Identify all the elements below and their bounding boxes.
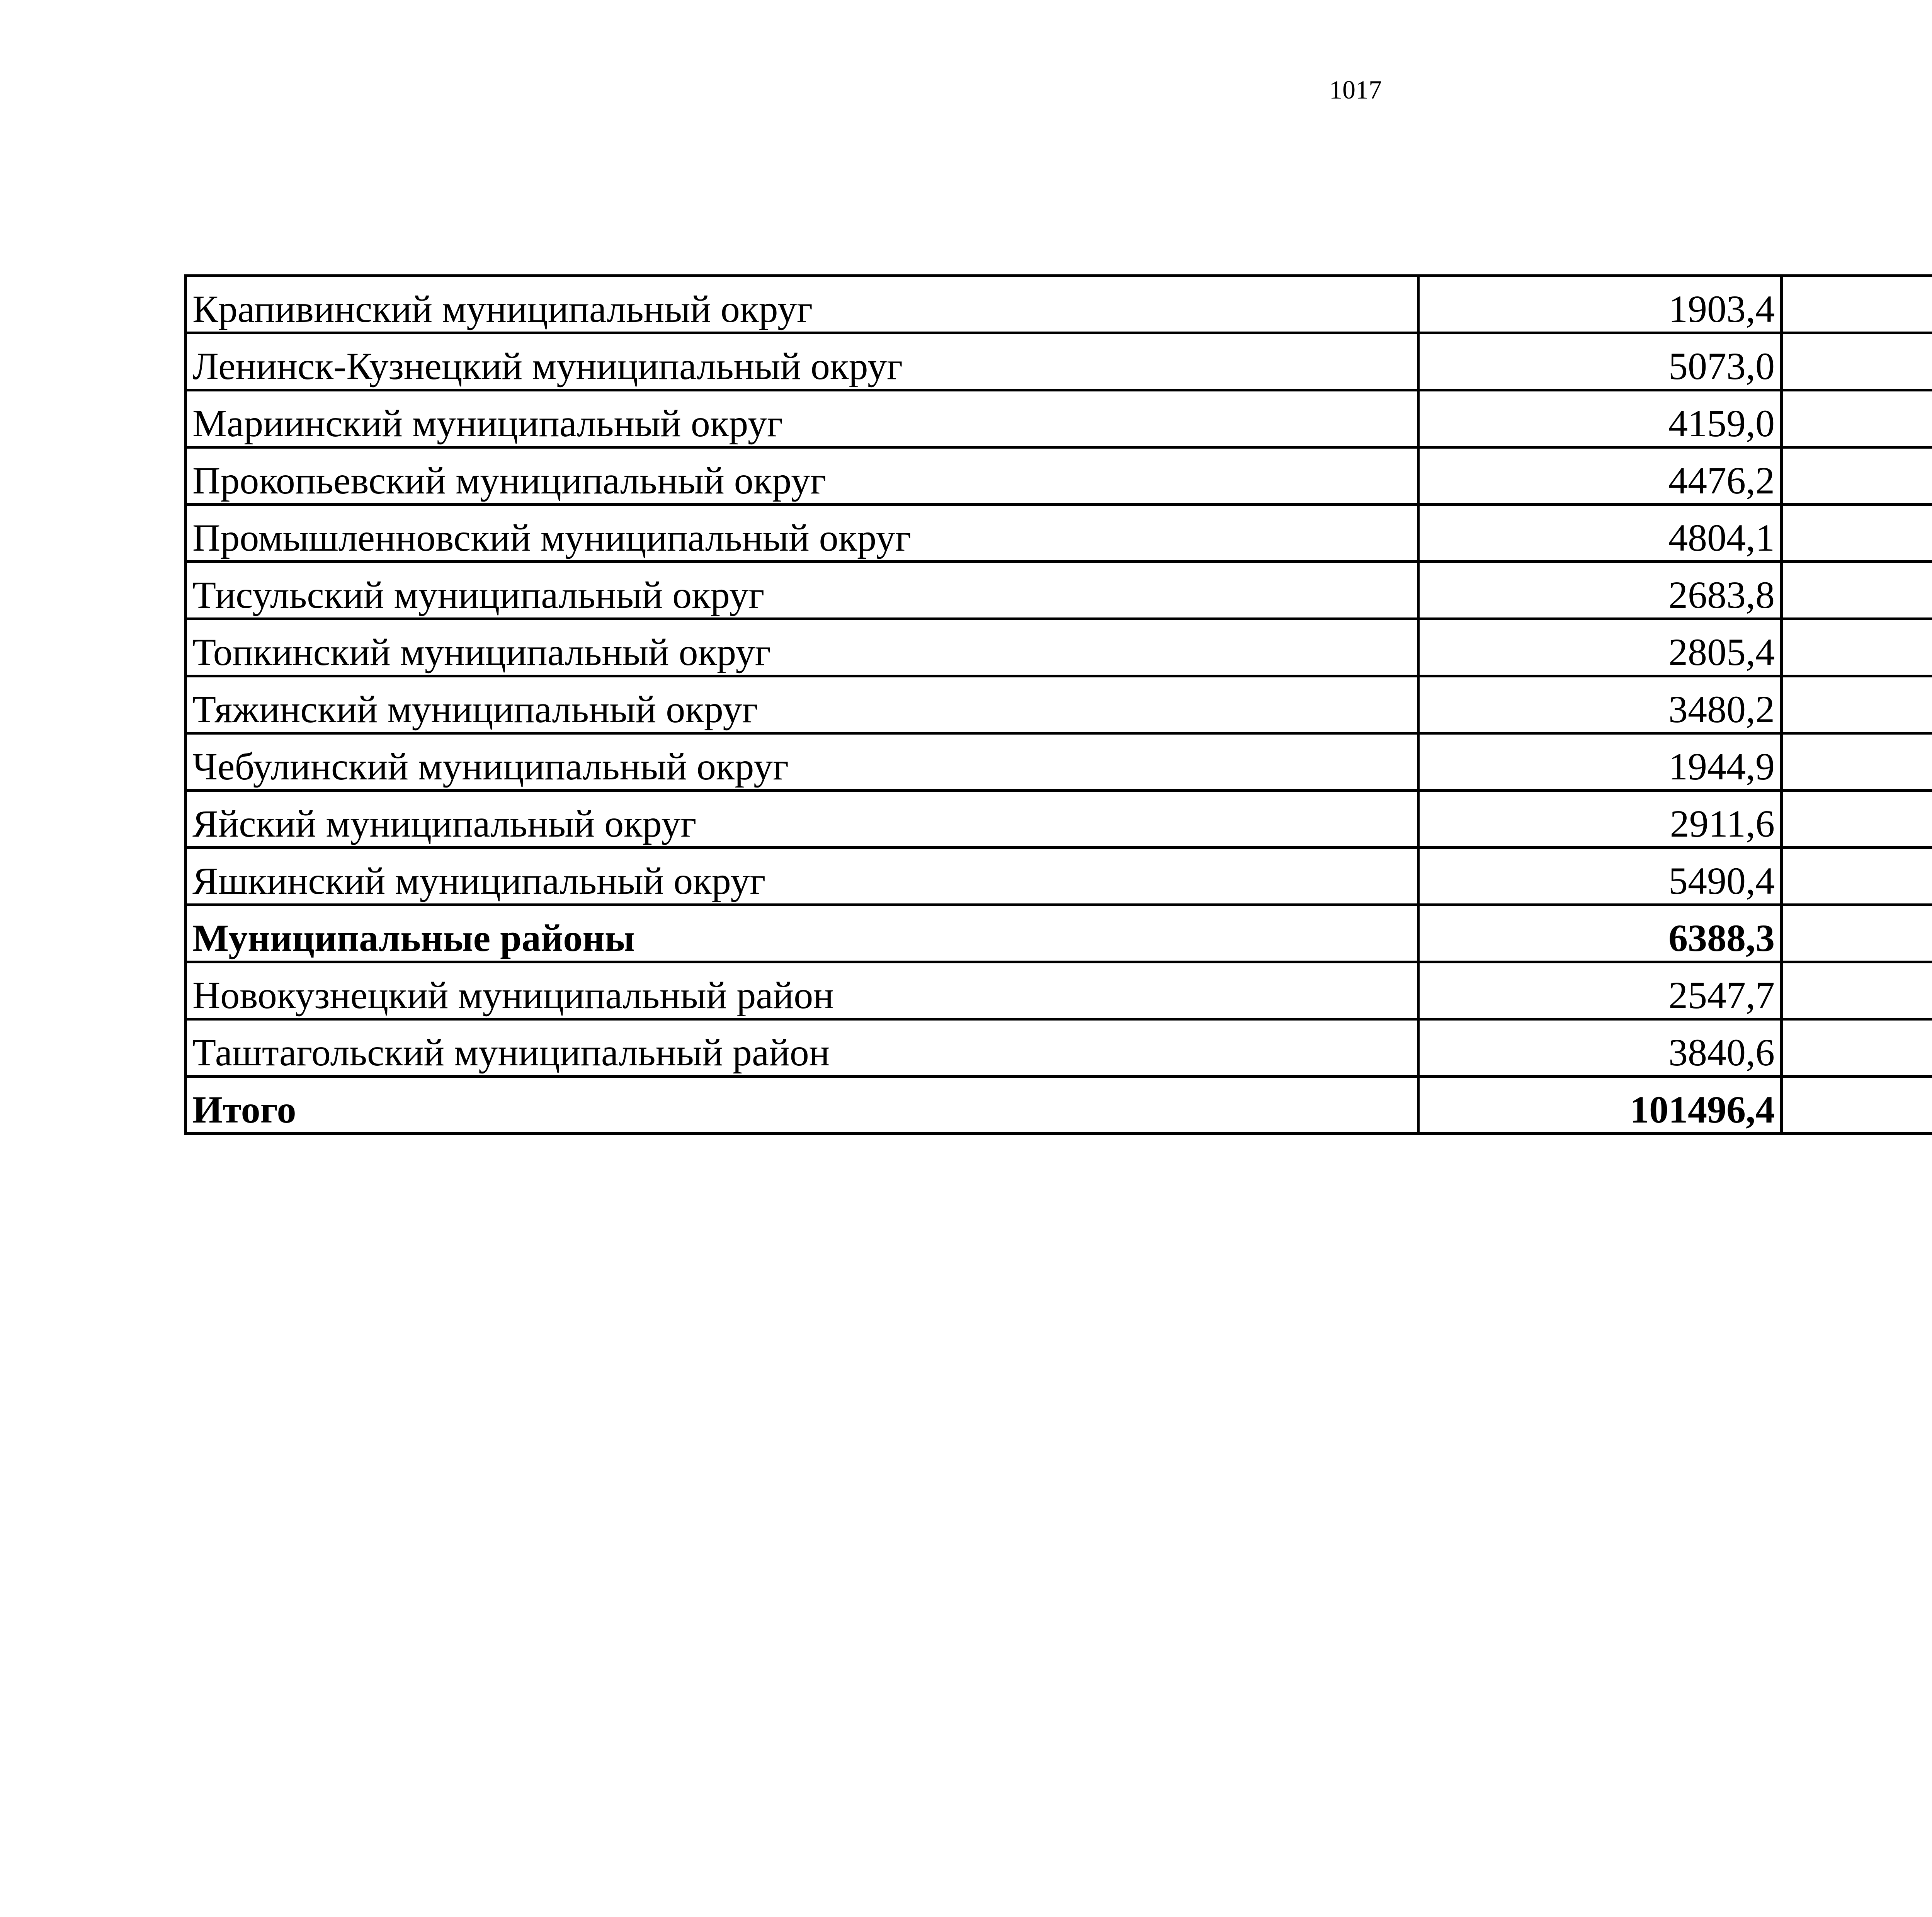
row-value-1-cell: 2547,7 (1418, 962, 1782, 1019)
row-value-1-cell: 4476,2 (1418, 447, 1782, 505)
row-name-cell: Муниципальные районы (186, 905, 1418, 962)
row-name-cell: Новокузнецкий муниципальный район (186, 962, 1418, 1019)
table-row (186, 1019, 1932, 1077)
row-value-1-cell: 3840,6 (1418, 1019, 1782, 1077)
row-name-cell: Ленинск-Кузнецкий муниципальный округ (186, 333, 1418, 390)
table-row (186, 962, 1932, 1019)
row-value-2-cell (1782, 619, 1932, 676)
row-name-cell: Чебулинский муниципальный округ (186, 733, 1418, 791)
row-value-2-cell (1782, 390, 1932, 447)
table-row-subtotal (186, 905, 1932, 962)
row-value-1-cell: 4804,1 (1418, 505, 1782, 562)
row-value-1-cell: 2911,6 (1418, 791, 1782, 848)
table-row (186, 848, 1932, 905)
row-value-2-cell (1782, 562, 1932, 619)
row-name-cell: Яшкинский муниципальный округ (186, 848, 1418, 905)
row-value-2-cell (1782, 905, 1932, 962)
row-value-2-cell (1782, 848, 1932, 905)
table-row (186, 333, 1932, 390)
row-value-1-cell: 101496,4 (1418, 1077, 1782, 1134)
row-name-cell: Промышленновский муниципальный округ (186, 505, 1418, 562)
table-row (186, 562, 1932, 619)
row-name-cell: Мариинский муниципальный округ (186, 390, 1418, 447)
row-name-cell: Топкинский муниципальный округ (186, 619, 1418, 676)
table-row-total (186, 1077, 1932, 1134)
row-value-2-cell (1782, 276, 1932, 333)
table-row (186, 791, 1932, 848)
budget-table (184, 274, 1932, 1135)
row-value-1-cell: 1944,9 (1418, 733, 1782, 791)
row-value-1-cell: 5490,4 (1418, 848, 1782, 905)
row-value-1-cell: 2805,4 (1418, 619, 1782, 676)
budget-table-body (186, 276, 1932, 1134)
table-row (186, 505, 1932, 562)
row-value-2-cell (1782, 1077, 1932, 1134)
row-value-1-cell: 1903,4 (1418, 276, 1782, 333)
table-row (186, 390, 1932, 447)
row-value-1-cell: 6388,3 (1418, 905, 1782, 962)
table-row (186, 676, 1932, 733)
row-name-cell: Тисульский муниципальный округ (186, 562, 1418, 619)
table-row (186, 276, 1932, 333)
row-value-1-cell: 5073,0 (1418, 333, 1782, 390)
row-value-2-cell (1782, 733, 1932, 791)
row-value-1-cell: 3480,2 (1418, 676, 1782, 733)
row-name-cell: Яйский муниципальный округ (186, 791, 1418, 848)
row-name-cell: Крапивинский муниципальный округ (186, 276, 1418, 333)
row-value-2-cell (1782, 333, 1932, 390)
row-value-1-cell: 2683,8 (1418, 562, 1782, 619)
table-row (186, 447, 1932, 505)
row-value-2-cell (1782, 676, 1932, 733)
row-value-2-cell (1782, 1019, 1932, 1077)
row-value-2-cell (1782, 791, 1932, 848)
row-name-cell: Прокопьевский муниципальный округ (186, 447, 1418, 505)
table-row (186, 619, 1932, 676)
page-number: 1017 (1329, 75, 1382, 104)
row-name-cell: Тяжинский муниципальный округ (186, 676, 1418, 733)
row-value-2-cell (1782, 962, 1932, 1019)
row-name-cell: Итого (186, 1077, 1418, 1134)
row-name-cell: Таштагольский муниципальный район (186, 1019, 1418, 1077)
table-row (186, 733, 1932, 791)
row-value-2-cell (1782, 505, 1932, 562)
row-value-2-cell (1782, 447, 1932, 505)
row-value-1-cell: 4159,0 (1418, 390, 1782, 447)
